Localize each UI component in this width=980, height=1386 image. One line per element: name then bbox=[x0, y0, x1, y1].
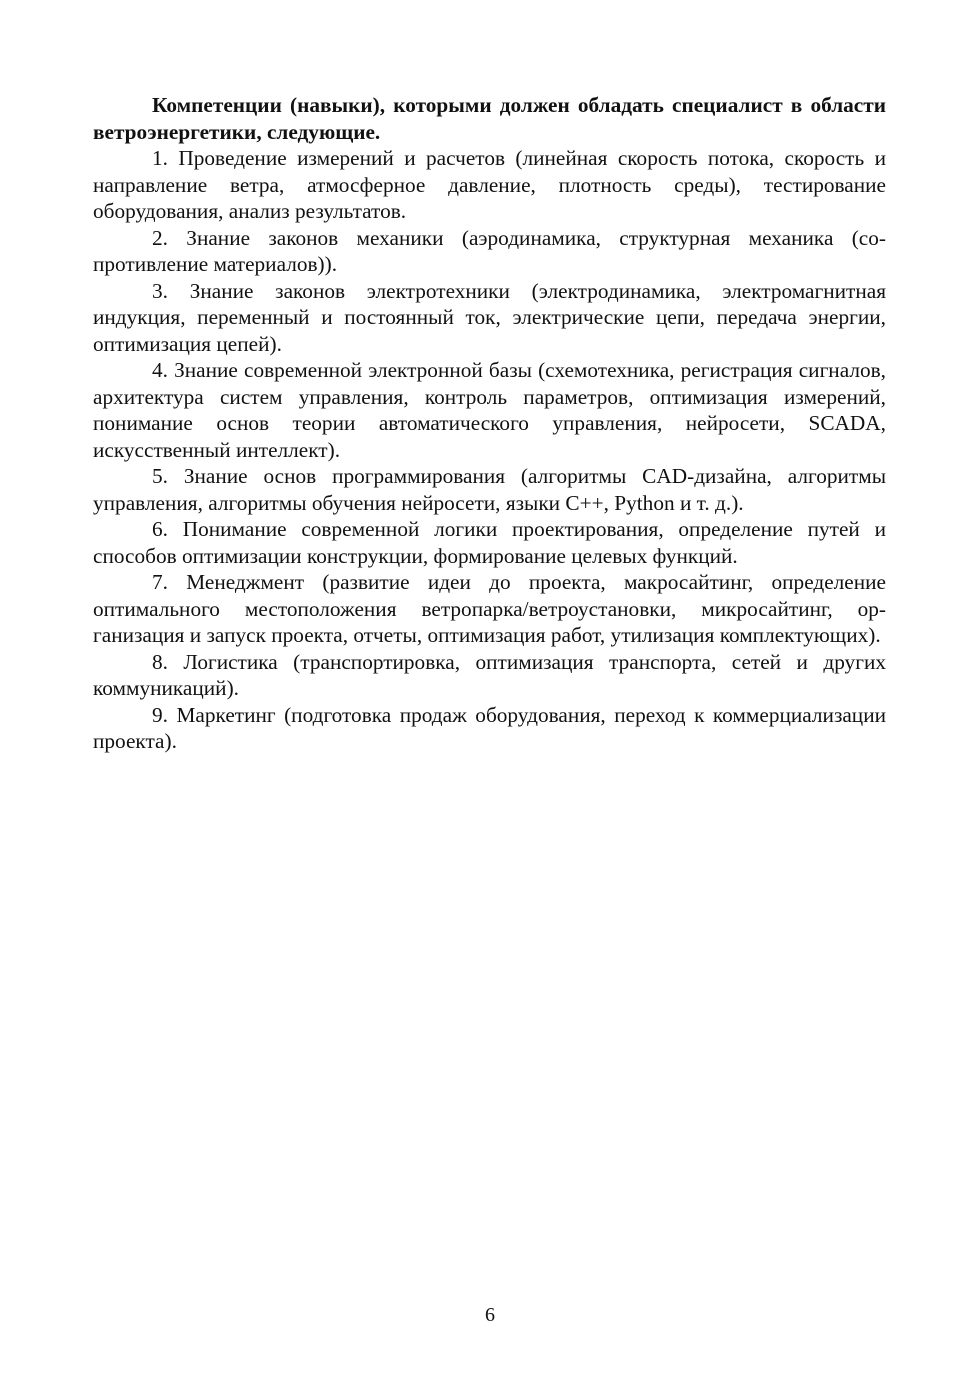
list-item: 1. Проведение измерений и расчетов (линейная скорость потока, скорость и направление ветра, атмосферное давление, плотность среды), тестирование оборудования, анализ результатов. bbox=[93, 146, 886, 223]
page-body bbox=[93, 92, 886, 755]
section-heading: Компетенции (навыки), которыми должен обладать специалист в области ветроэнергетики, следующие. bbox=[93, 93, 886, 144]
list-item: 6. Понимание современной логики проектирования, определение путей и способов оптимизации конструкции, формирование целевых функций. bbox=[93, 517, 886, 568]
list-item: 5. Знание основ программирования (алгоритмы CAD-дизайна, алгоритмы управления, алгоритмы обучения нейросети, языки C++, Python и т. д.). bbox=[93, 464, 886, 515]
list-item: 4. Знание современной электронной базы (схемотехника, регистрация сигналов, архитектура систем управления, контроль параметров, оптимизация измерений, понимание основ теории автоматического управления, нейросети, SCADA, искусственный интеллект). bbox=[93, 358, 886, 462]
list-item: 2. Знание законов механики (аэродинамика, структурная механика (сопротивление материалов)). bbox=[93, 225, 886, 276]
page-number: 6 bbox=[485, 1304, 495, 1326]
list-item: 8. Логистика (транспортировка, оптимизация транспорта, сетей и других коммуникаций). bbox=[93, 649, 886, 700]
list-item: 7. Менеджмент (развитие идеи до проекта, макросайтинг, определение оптимального местоположения ветропарка/ветроустановки, микросайтинг, организация и запуск проекта, отчеты, оптимизация работ, утилизация комплектующих). bbox=[93, 570, 886, 647]
list-item: 3. Знание законов электротехники (электродинамика, электромагнитная индукция, переменный и постоянный ток, электрические цепи, передача энергии, оптимизация цепей). bbox=[93, 278, 886, 356]
list-item: 9. Маркетинг (подготовка продаж оборудования, переход к коммерциализации проекта). bbox=[93, 702, 886, 753]
